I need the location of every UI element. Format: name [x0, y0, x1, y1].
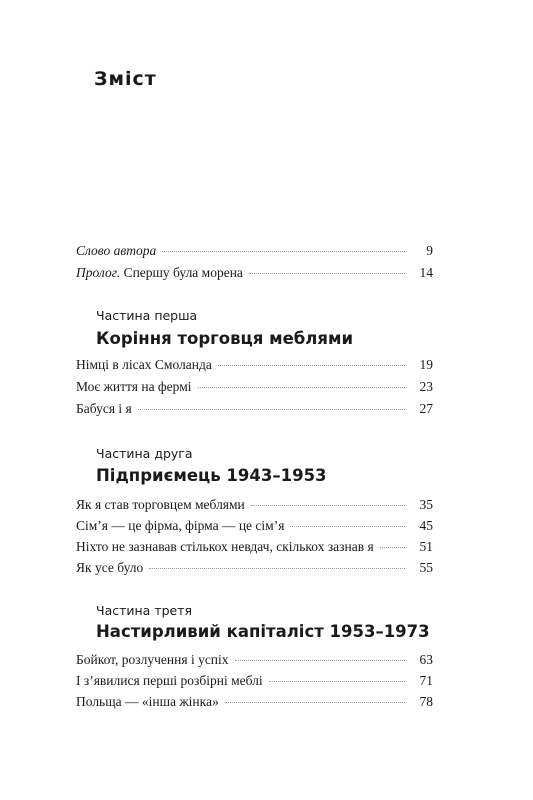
- dot-leader: [225, 702, 405, 703]
- entry-title: Як усе було: [76, 560, 144, 575]
- toc-entry-prologue[interactable]: [76, 264, 433, 282]
- entry-title: Бойкот, розлучення і успіх: [76, 652, 229, 667]
- page-number: 45: [419, 518, 433, 533]
- toc-entry[interactable]: [76, 517, 433, 535]
- page-number: 78: [419, 694, 433, 709]
- entry-title: Сім’я — це фірма, фірма — це сім’я: [76, 518, 285, 533]
- part-title: Настирливий капіталіст 1953–1973: [96, 622, 430, 641]
- page-number: 35: [419, 497, 433, 512]
- toc-entry-author-word[interactable]: [76, 242, 433, 260]
- entry-title-italic: Слово автора: [76, 243, 157, 258]
- dot-leader: [162, 251, 405, 252]
- toc-entry[interactable]: [76, 651, 433, 669]
- dot-leader: [249, 273, 405, 274]
- dot-leader: [251, 505, 405, 506]
- part-title: Коріння торговця меблями: [96, 329, 354, 348]
- toc-entry[interactable]: [76, 538, 433, 556]
- part-label: Частина перша: [96, 308, 198, 323]
- entry-title: Моє життя на фермі: [76, 379, 192, 394]
- page-number: 51: [419, 539, 433, 554]
- dot-leader: [138, 409, 405, 410]
- page-title: Зміст: [94, 68, 157, 90]
- page-number: 9: [426, 243, 433, 258]
- dot-leader: [218, 365, 405, 366]
- toc-entry[interactable]: [76, 559, 433, 577]
- page-number: 71: [419, 673, 433, 688]
- entry-title: І з’явилися перші розбірні меблі: [76, 673, 263, 688]
- toc-entry[interactable]: [76, 693, 433, 711]
- entry-title: Німці в лісах Смоланда: [76, 357, 212, 372]
- dot-leader: [235, 660, 405, 661]
- page-number: 63: [419, 652, 433, 667]
- entry-title: Бабуся і я: [76, 401, 132, 416]
- page-number: 55: [419, 560, 433, 575]
- toc-entry[interactable]: [76, 400, 433, 418]
- entry-title: Спершу була морена: [120, 265, 243, 280]
- entry-title: Ніхто не зазнавав стількох невдач, скількох зазнав я: [76, 539, 374, 554]
- toc-entry[interactable]: [76, 672, 433, 690]
- page-number: 23: [419, 379, 433, 394]
- entry-title: Польща — «інша жінка»: [76, 694, 219, 709]
- toc-entry[interactable]: [76, 496, 433, 514]
- toc-entry[interactable]: [76, 378, 433, 396]
- part-label: Частина друга: [96, 446, 193, 461]
- part-title: Підприємець 1943–1953: [96, 466, 327, 485]
- page-number: 27: [419, 401, 433, 416]
- dot-leader: [380, 547, 405, 548]
- dot-leader: [290, 526, 405, 527]
- entry-title: Як я став торговцем меблями: [76, 497, 245, 512]
- part-label: Частина третя: [96, 603, 193, 618]
- dot-leader: [198, 387, 405, 388]
- page-number: 14: [419, 265, 433, 280]
- dot-leader: [269, 681, 405, 682]
- entry-title-italic: Пролог.: [76, 265, 121, 280]
- page-number: 19: [419, 357, 433, 372]
- dot-leader: [149, 568, 405, 569]
- toc-entry[interactable]: [76, 356, 433, 374]
